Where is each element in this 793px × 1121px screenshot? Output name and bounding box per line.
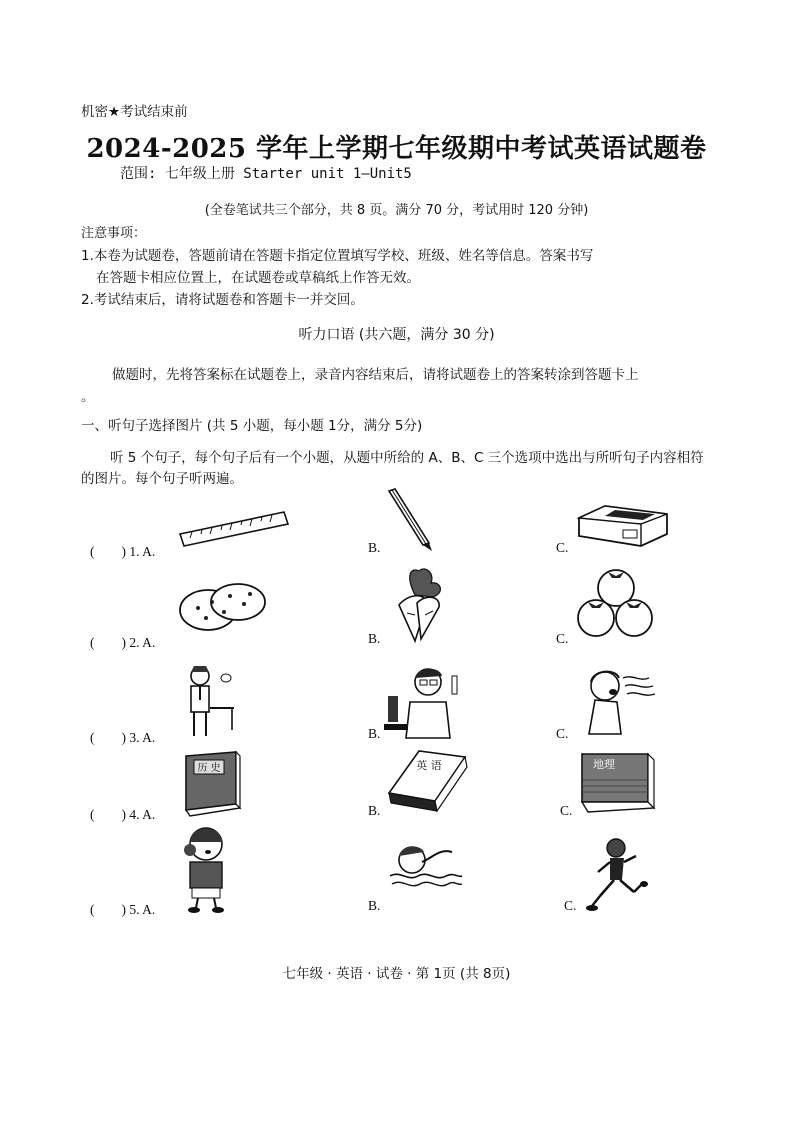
pencil-image [385,487,437,553]
section-instruction: 做题时，先将答案标在试题卷上，录音内容结束后，请将试题卷上的答案转涂到答题卡上 [112,367,639,383]
singer-image [575,664,661,738]
note-item-1: 1.本卷为试题卷，答题前请在答题卡指定位置填写学校、班级、姓名等信息。答案书写 [81,248,594,264]
section-instruction-cont: 。 [81,389,95,405]
eraser-image [575,500,671,550]
scientist-image [380,662,464,742]
question-1-option-b: B. [368,540,381,555]
exam-title: 2024-2025 学年上学期七年级期中考试英语试题卷 [86,134,707,164]
question-4-option-b: B. [368,803,381,818]
note-item-2: 2.考试结束后，请将试题卷和答题卡一并交回。 [81,292,364,308]
ruler-image [178,508,290,550]
question-4-label: ( ) 4. A. [90,807,156,822]
question-5-label: ( ) 5. A. [90,902,156,917]
question-4-option-c: C. [560,803,573,818]
geography-book-image [578,750,658,814]
english-book-image [385,747,471,817]
question-1-label: ( ) 1. A. [90,544,156,559]
question-2-option-c: C. [556,631,569,646]
question-2-option-b: B. [368,631,381,646]
confidential-label: 机密★考试结束前 [81,104,188,120]
history-book-image [178,750,244,818]
question-3-label: ( ) 3. A. [90,730,156,745]
boy-eating-image [176,822,236,914]
question-1-option-c: C. [556,540,569,555]
history-book-label: 历 史 [197,763,221,774]
part1-description: 听 5 个句子，每个句子后有一个小题，从题中所给的 A、B、C 三个选项中选出与所听句子内容相符 [110,450,704,466]
teacher-image [180,660,236,740]
exam-range: 范围: 七年级上册 Starter unit 1—Unit5 [120,166,412,182]
page-footer: 七年级 · 英语 · 试卷 · 第 1页 (共 8页) [282,966,511,982]
geography-book-label: 地理 [593,758,615,771]
swimmer-image [388,840,464,892]
carrots-image [385,565,451,645]
english-book-label: 英 语 [416,759,442,772]
question-5-option-b: B. [368,898,381,913]
notes-heading: 注意事项： [81,226,147,241]
part1-title: 一、听句子选择图片 (共 5 小题，每小题 1分，满分 5分) [81,418,423,434]
question-3-option-c: C. [556,726,569,741]
exam-info: (全卷笔试共三个部分，共 8 页。满分 70 分，考试用时 120 分钟) [204,203,589,218]
runner-image [584,836,648,914]
question-2-label: ( ) 2. A. [90,635,156,650]
part1-description-cont: 的图片。每个句子听两遍。 [81,471,243,487]
question-5-option-c: C. [564,898,577,913]
question-3-option-b: B. [368,726,381,741]
section-title: 听力口语 (共六题，满分 30 分) [298,327,495,343]
tomatoes-image [576,566,656,640]
note-item-1-cont: 在答题卡相应位置上，在试题卷或草稿纸上作答无效。 [96,270,420,286]
potatoes-image [178,580,268,632]
